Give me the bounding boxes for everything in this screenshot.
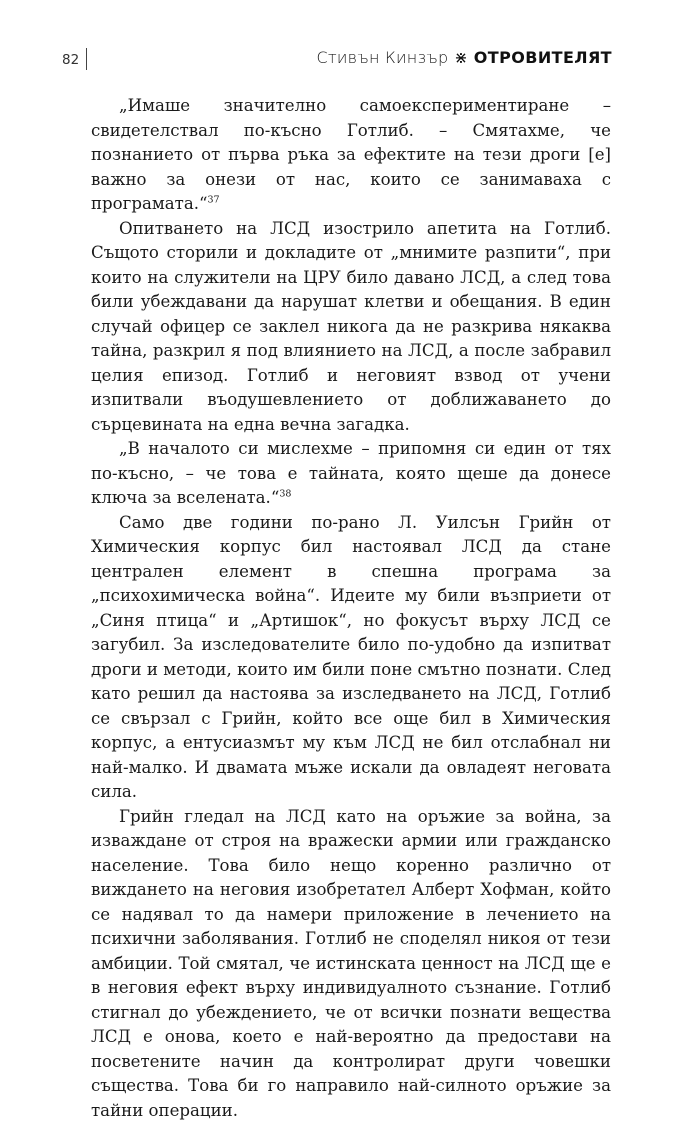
paragraph-text: „Имаше значително самоекспериментиране – свидетелствал по-късно Готлиб. – Смятахме, че познанието от първа ръка за ефектите на тези дроги [е] важно за онези от нас, които се занимаваха с програмата.“ [91, 96, 611, 213]
paragraph [91, 511, 611, 805]
page-number: 82 [62, 52, 79, 68]
paragraph-text: „В началото си мислехме – припомня си един от тях по-късно, – че това е тайната, която щеше да донесе ключа за вселената.“ [91, 439, 611, 507]
author-name: Стивън Кинзър [317, 48, 449, 67]
paragraph [91, 94, 611, 217]
paragraph-text: Грийн гледал на ЛСД като на оръжие за война, за изваждане от строя на вражески армии или гражданско население. Това било нещо коренно различно от виждането на неговия изобретател Алберт Хофман, който се надявал то да намери приложение в лечението на психични заболявания. Готлиб не споделял никоя от тези амбиции. Той смятал, че истинската ценност на ЛСД ще е в неговия ефект върху индивидуалното съзнание. Готлиб стигнал до убеждението, че от всички познати вещества ЛСД е онова, което е най-вероятно да предостави на посветените начин да контролират други човешки същества. Това би го направило най-силното оръжие за тайни операции. [91, 807, 611, 1120]
header-divider [86, 48, 87, 70]
body-text [91, 94, 611, 1123]
page-header [62, 46, 612, 76]
paragraph [91, 437, 611, 511]
paragraph [91, 217, 611, 438]
book-title: ОТРОВИТЕЛЯТ [474, 48, 612, 67]
ornament-icon: ⋇ [454, 48, 467, 67]
paragraph [91, 805, 611, 1123]
running-head [317, 48, 612, 67]
paragraph-text: Опитването на ЛСД изострило апетита на Готлиб. Същото сторили и докладите от „мнимите разпити“, при които на служители на ЦРУ било давано ЛСД, а след това били убеждавани да нарушат клетви и обещания. В един случай офицер се заклел никога да не разкрива някаква тайна, разкрил я под влиянието на ЛСД, а после забравил целия епизод. Готлиб и неговият взвод от учени изпитвали въодушевлението от доближаването до сърцевината на една вечна загадка. [91, 219, 611, 434]
footnote-marker[interactable]: 37 [208, 194, 220, 205]
paragraph-text: Само две години по-рано Л. Уилсън Грийн от Химическия корпус бил настоявал ЛСД да стане централен елемент в спешна програма за „психохимическа война“. Идеите му били възприети от „Синя птица“ и „Артишок“, но фокусът върху ЛСД се загубил. За изследователите било по-удобно да изпитват дроги и методи, които им били поне смътно познати. След като решил да настоява за изследването на ЛСД, Готлиб се свързал с Грийн, който все още бил в Химическия корпус, а ентусиазмът му към ЛСД не бил отслабнал ни най-малко. И двамата мъже искали да овладеят неговата сила. [91, 513, 611, 802]
footnote-marker[interactable]: 38 [279, 488, 291, 499]
